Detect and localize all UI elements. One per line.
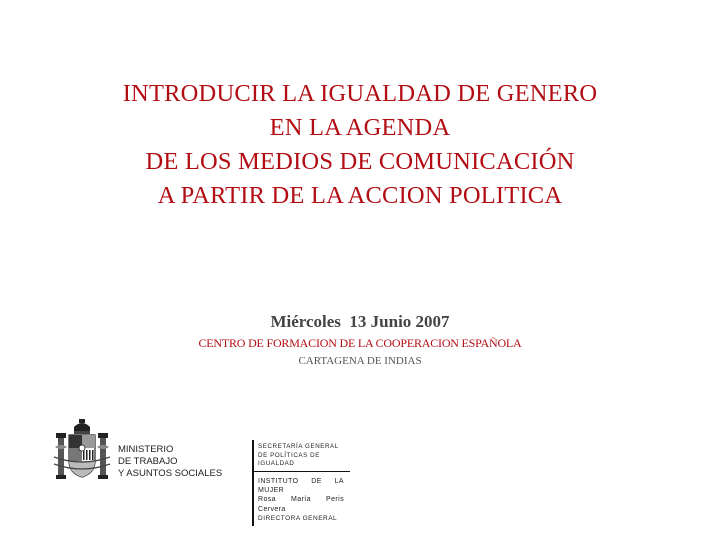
instituto-line-1 (258, 477, 344, 486)
instituto-word-1: INSTITUTO (258, 478, 299, 485)
instituto-word-3: LA (334, 478, 344, 485)
secretaria-line-3: IGUALDAD (258, 460, 295, 468)
ministry-line-1: MINISTERIO (118, 444, 174, 455)
director-surname: Peris (326, 496, 344, 504)
director-middle-name: María (291, 496, 311, 504)
event-city: CARTAGENA DE INDIAS (298, 355, 422, 367)
director-second-surname: Cervera (258, 505, 286, 513)
event-date: Miércoles 13 Junio 2007 (270, 312, 450, 331)
ministry-name (118, 444, 222, 480)
instituto-line-2: MUJER (258, 487, 285, 495)
secretaria-block (258, 443, 350, 469)
title-line-4: A PARTIR DE LA ACCION POLITICA (157, 182, 563, 209)
title-line-1: INTRODUCIR LA IGUALDAD DE GENERO (122, 80, 598, 107)
footer-vertical-divider (252, 440, 254, 526)
secretaria-line-2: DE POLÍTICAS DE (258, 451, 320, 459)
title-line-2: EN LA AGENDA (269, 114, 451, 141)
secretaria-line-1: SECRETARÍA GENERAL (258, 443, 339, 450)
ministry-line-2: DE TRABAJO (118, 456, 178, 467)
ministry-line-3: Y ASUNTOS SOCIALES (118, 468, 223, 479)
director-name-line (258, 495, 344, 504)
event-venue: CENTRO DE FORMACION DE LA COOPERACION ESPAÑOLA (198, 336, 522, 350)
presentation-title (40, 77, 680, 213)
director-first-name: Rosa (258, 496, 276, 504)
footer-horizontal-divider (254, 471, 350, 472)
director-role: DIRECTORA GENERAL (258, 514, 338, 522)
instituto-word-2: DE (311, 478, 322, 485)
title-line-3: DE LOS MEDIOS DE COMUNICACIÓN (145, 148, 575, 175)
instituto-block (258, 477, 344, 523)
coat-of-arms-icon (52, 417, 112, 487)
